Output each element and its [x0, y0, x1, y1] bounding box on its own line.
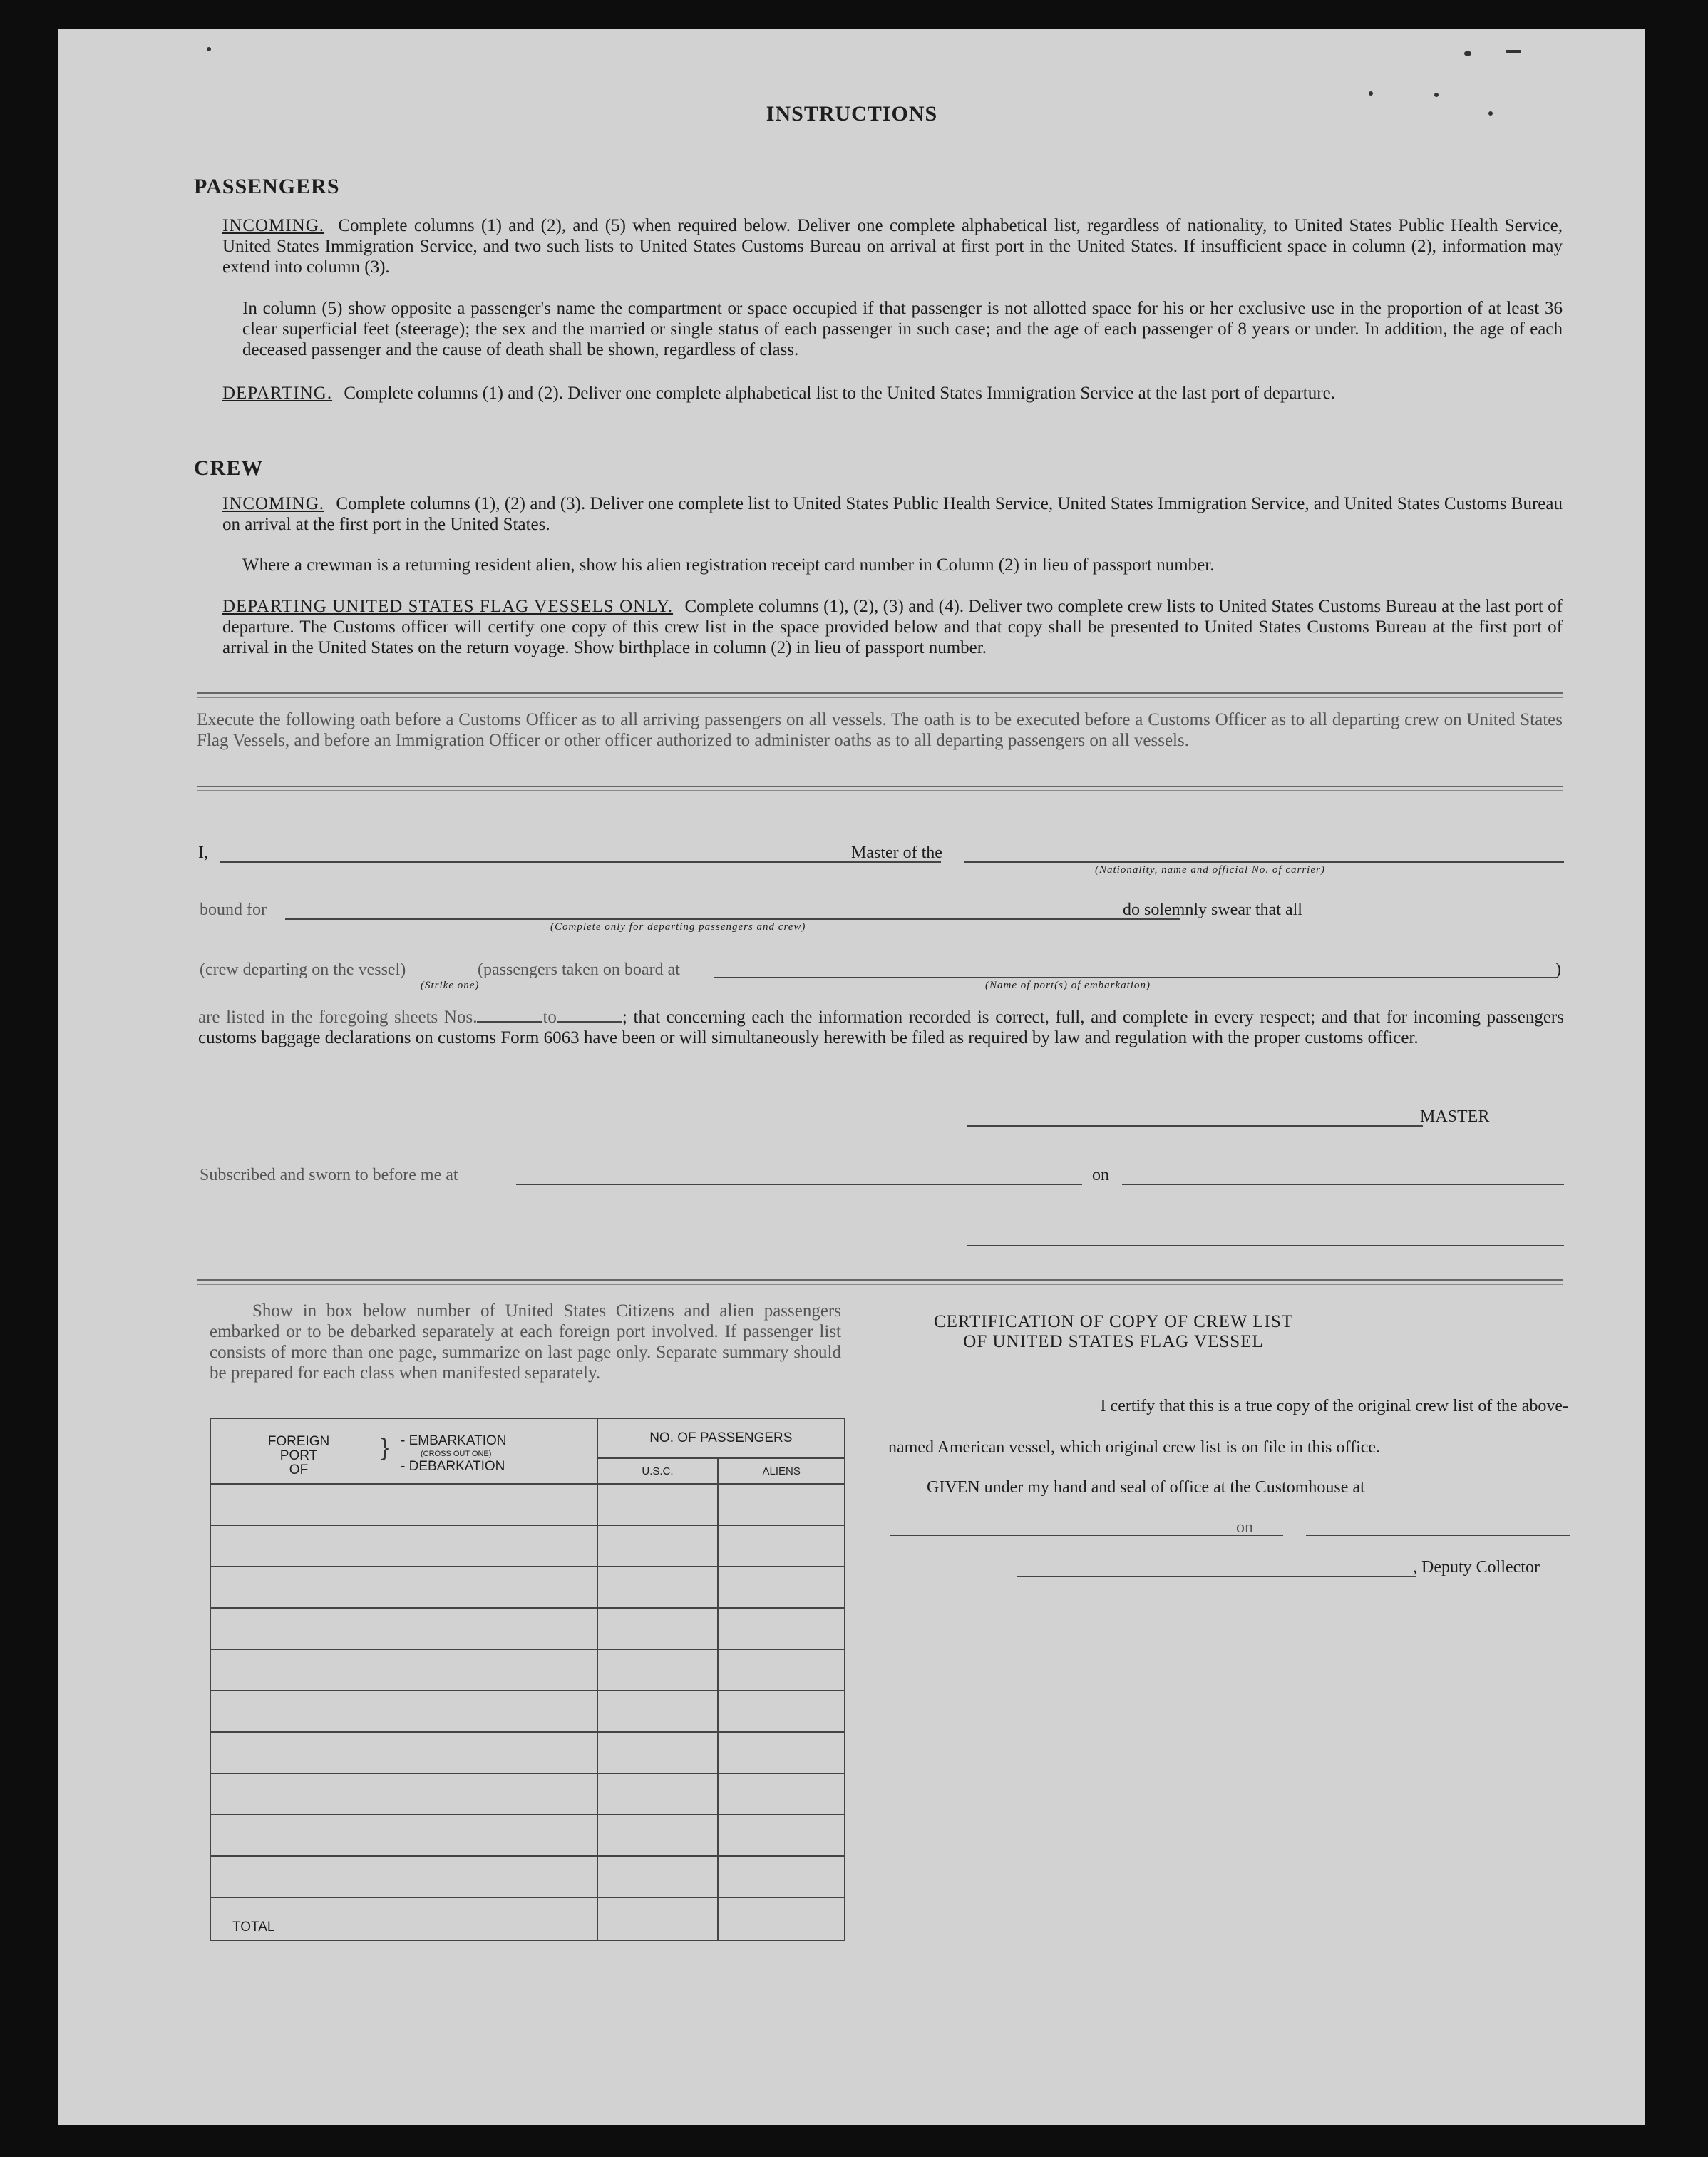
master-signature-field[interactable] [967, 1125, 1423, 1127]
officer-signature-field[interactable] [967, 1245, 1564, 1246]
listed-paragraph [198, 1007, 1564, 1048]
usc-cell[interactable] [597, 1484, 719, 1525]
aliens-cell[interactable] [718, 1649, 845, 1691]
port-cell[interactable] [210, 1525, 597, 1567]
divider [197, 1279, 1563, 1285]
table-row [210, 1525, 845, 1567]
aliens-cell[interactable] [718, 1773, 845, 1815]
usc-cell[interactable] [597, 1608, 719, 1649]
certification-line3: GIVEN under my hand and seal of office at the Customhouse at [927, 1478, 1365, 1497]
passengers-incoming-lead: INCOMING. [222, 216, 325, 235]
deputy-collector-label: , Deputy Collector [1413, 1558, 1540, 1577]
crew-heading: CREW [194, 456, 264, 480]
aliens-cell[interactable] [718, 1525, 845, 1567]
complete-only-caption: (Complete only for departing passengers and crew) [550, 921, 806, 933]
usc-cell[interactable] [597, 1856, 719, 1897]
crew-departing-option[interactable]: (crew departing on the vessel) [200, 960, 406, 979]
crew-incoming-lead: INCOMING. [222, 494, 325, 513]
summary-instruction: Show in box below number of United States Citizens and alien passengers embarked or to be debarked separately at each foreign port involved. If passenger list consists of more than one page, summarize on last page only. Separate summary should be prepared for each class when manifested separately. [210, 1301, 841, 1383]
usc-cell[interactable] [597, 1773, 719, 1815]
usc-cell[interactable] [597, 1525, 719, 1567]
swear-label: do solemnly swear that all [1123, 901, 1302, 919]
document-sheet [58, 29, 1645, 2125]
port-cell[interactable] [210, 1608, 597, 1649]
certification-on-label: on [1236, 1518, 1253, 1537]
scan-speck [1464, 51, 1471, 56]
subscribed-place-field[interactable] [516, 1184, 1082, 1185]
subscribed-on-label: on [1092, 1166, 1109, 1184]
passengers-departing-lead: DEPARTING. [222, 384, 333, 403]
table-row [210, 1773, 845, 1815]
passengers-incoming-text: Complete columns (1) and (2), and (5) when required below. Deliver one complete alphabetical list, regardless of nationality, to United States Public Health Service, United States Immigration Service, and two such lists to United States Customs Bureau on arrival at first port in the United States. If insufficient space in column (2), information may extend into column (3). [222, 216, 1563, 277]
passengers-heading: PASSENGERS [194, 175, 340, 198]
crew-incoming-text: Complete columns (1), (2) and (3). Deliver one complete list to United States Public Health Service, United States Immigration Service, and United States Customs Bureau on arrival at the first port in the United States. [222, 494, 1563, 534]
customhouse-field[interactable] [890, 1535, 1283, 1536]
foreign-label: FOREIGN [267, 1434, 330, 1449]
carrier-field[interactable] [964, 861, 1564, 863]
scan-speck [207, 47, 211, 51]
total-label: TOTAL [210, 1897, 597, 1940]
subscribed-label: Subscribed and sworn to before me at [200, 1166, 458, 1184]
master-label: MASTER [1420, 1107, 1490, 1126]
divider [197, 786, 1563, 791]
certification-line2: named American vessel, which original crew list is on file in this office. [888, 1438, 1381, 1457]
port-header [210, 1418, 597, 1484]
passenger-summary-table [210, 1418, 845, 1941]
table-row [210, 1691, 845, 1732]
ports-caption: (Name of port(s) of embarkation) [985, 980, 1151, 991]
nationality-caption: (Nationality, name and official No. of carrier) [1095, 864, 1325, 876]
debarkation-option[interactable]: - DEBARKATION [401, 1459, 505, 1474]
passengers-departing-paragraph [222, 383, 1563, 404]
scan-speck [1488, 111, 1493, 116]
total-row [210, 1897, 845, 1940]
strike-one-caption: (Strike one) [421, 980, 480, 991]
usc-cell[interactable] [597, 1815, 719, 1856]
usc-cell[interactable] [597, 1567, 719, 1608]
oath-i-label: I, [198, 844, 208, 862]
cross-out-caption: (CROSS OUT ONE) [421, 1450, 492, 1458]
of-label: OF [289, 1462, 309, 1477]
table-row [210, 1567, 845, 1608]
listed-text: ; that concerning each the information recorded is correct, full, and complete in every respect; and that for incoming passengers customs baggage declarations on customs Form 6063 have been or will simultaneously herewith be filed as required by law and regulation with the proper customs officer. [198, 1008, 1564, 1047]
scan-speck [1369, 91, 1373, 96]
usc-total-cell[interactable] [597, 1897, 719, 1940]
sheet-from-field[interactable] [477, 1021, 542, 1023]
table-row [210, 1649, 845, 1691]
to-label: to [542, 1008, 557, 1027]
table-row [210, 1484, 845, 1525]
passengers-departing-text: Complete columns (1) and (2). Deliver one complete alphabetical list to the United States Immigration Service at the last port of departure. [344, 384, 1335, 403]
port-cell[interactable] [210, 1732, 597, 1773]
embarkation-option[interactable]: - EMBARKATION [401, 1433, 507, 1448]
port-cell[interactable] [210, 1691, 597, 1732]
port-cell[interactable] [210, 1484, 597, 1525]
aliens-cell[interactable] [718, 1815, 845, 1856]
aliens-cell[interactable] [718, 1484, 845, 1525]
master-of-the-label: Master of the [851, 844, 942, 862]
passengers-incoming-paragraph [222, 215, 1563, 277]
port-cell[interactable] [210, 1856, 597, 1897]
crew-departing-lead: DEPARTING UNITED STATES FLAG VESSELS ONLY. [222, 597, 674, 616]
certification-date-field[interactable] [1306, 1535, 1570, 1536]
subscribed-date-field[interactable] [1122, 1184, 1564, 1185]
crew-resident-paragraph: Where a crewman is a returning resident alien, show his alien registration receipt card number in Column (2) in lieu of passport number. [242, 555, 1215, 575]
table-row [210, 1815, 845, 1856]
aliens-header: ALIENS [718, 1458, 845, 1484]
port-label: PORT [279, 1448, 318, 1463]
master-name-field[interactable] [220, 861, 941, 863]
close-paren: ) [1555, 960, 1561, 979]
table-row [210, 1608, 845, 1649]
aliens-total-cell[interactable] [718, 1897, 845, 1940]
port-cell[interactable] [210, 1649, 597, 1691]
usc-header: U.S.C. [597, 1458, 719, 1484]
scan-speck [1506, 50, 1521, 53]
usc-cell[interactable] [597, 1691, 719, 1732]
page-title: INSTRUCTIONS [766, 102, 938, 125]
crew-incoming-paragraph [222, 493, 1563, 535]
certification-title-line1: CERTIFICATION OF COPY OF CREW LIST [933, 1312, 1294, 1331]
port-cell[interactable] [210, 1815, 597, 1856]
brace: } [381, 1434, 389, 1461]
port-cell[interactable] [210, 1567, 597, 1608]
usc-cell[interactable] [597, 1649, 719, 1691]
port-cell[interactable] [210, 1773, 597, 1815]
aliens-cell[interactable] [718, 1567, 845, 1608]
certification-title [921, 1312, 1306, 1352]
listed-prefix: are listed in the foregoing sheets Nos. [198, 1008, 478, 1027]
aliens-cell[interactable] [718, 1608, 845, 1649]
passengers-taken-option[interactable]: (passengers taken on board at [478, 960, 680, 979]
table-row [210, 1732, 845, 1773]
scan-speck [1434, 93, 1439, 97]
table-row [210, 1856, 845, 1897]
passengers-column5-paragraph: In column (5) show opposite a passenger's name the compartment or space occupied if that passenger is not allotted space for his or her exclusive use in the proportion of at least 36 clear superficial feet (steerage); the sex and the married or single status of each passenger in such case; and the age of each passenger of 8 years or under. In addition, the age of each deceased passenger and the cause of death shall be shown, regardless of class. [242, 299, 1563, 359]
usc-cell[interactable] [597, 1732, 719, 1773]
aliens-cell[interactable] [718, 1856, 845, 1897]
certification-title-line2: OF UNITED STATES FLAG VESSEL [963, 1332, 1264, 1351]
aliens-cell[interactable] [718, 1732, 845, 1773]
aliens-cell[interactable] [718, 1691, 845, 1732]
certification-line1: I certify that this is a true copy of the original crew list of the above- [1100, 1397, 1568, 1415]
crew-departing-text: Complete columns (1), (2), (3) and (4). Deliver two complete crew lists to United States Customs Bureau at the last port of departure. The Customs officer will certify one copy of this crew list in the space provided below and that copy shall be presented to United States Customs Bureau at the first port of arrival in the United States on the return voyage. Show birthplace in column (2) in lieu of passport number. [222, 597, 1563, 657]
bound-for-label: bound for [200, 901, 267, 919]
deputy-signature-field[interactable] [1017, 1576, 1416, 1577]
sheet-to-field[interactable] [557, 1021, 622, 1023]
divider [197, 692, 1563, 698]
no-of-passengers-header: NO. OF PASSENGERS [597, 1418, 845, 1458]
crew-departing-paragraph [222, 596, 1563, 658]
oath-instruction: Execute the following oath before a Customs Officer as to all arriving passengers on all vessels. The oath is to be executed before a Customs Officer as to all departing crew on United States Flag Vessels, and before an Immigration Officer or other officer authorized to administer oaths as to all departing passengers on all vessels. [197, 710, 1563, 750]
ports-embarkation-field[interactable] [714, 977, 1557, 978]
bound-for-field[interactable] [285, 918, 1180, 920]
